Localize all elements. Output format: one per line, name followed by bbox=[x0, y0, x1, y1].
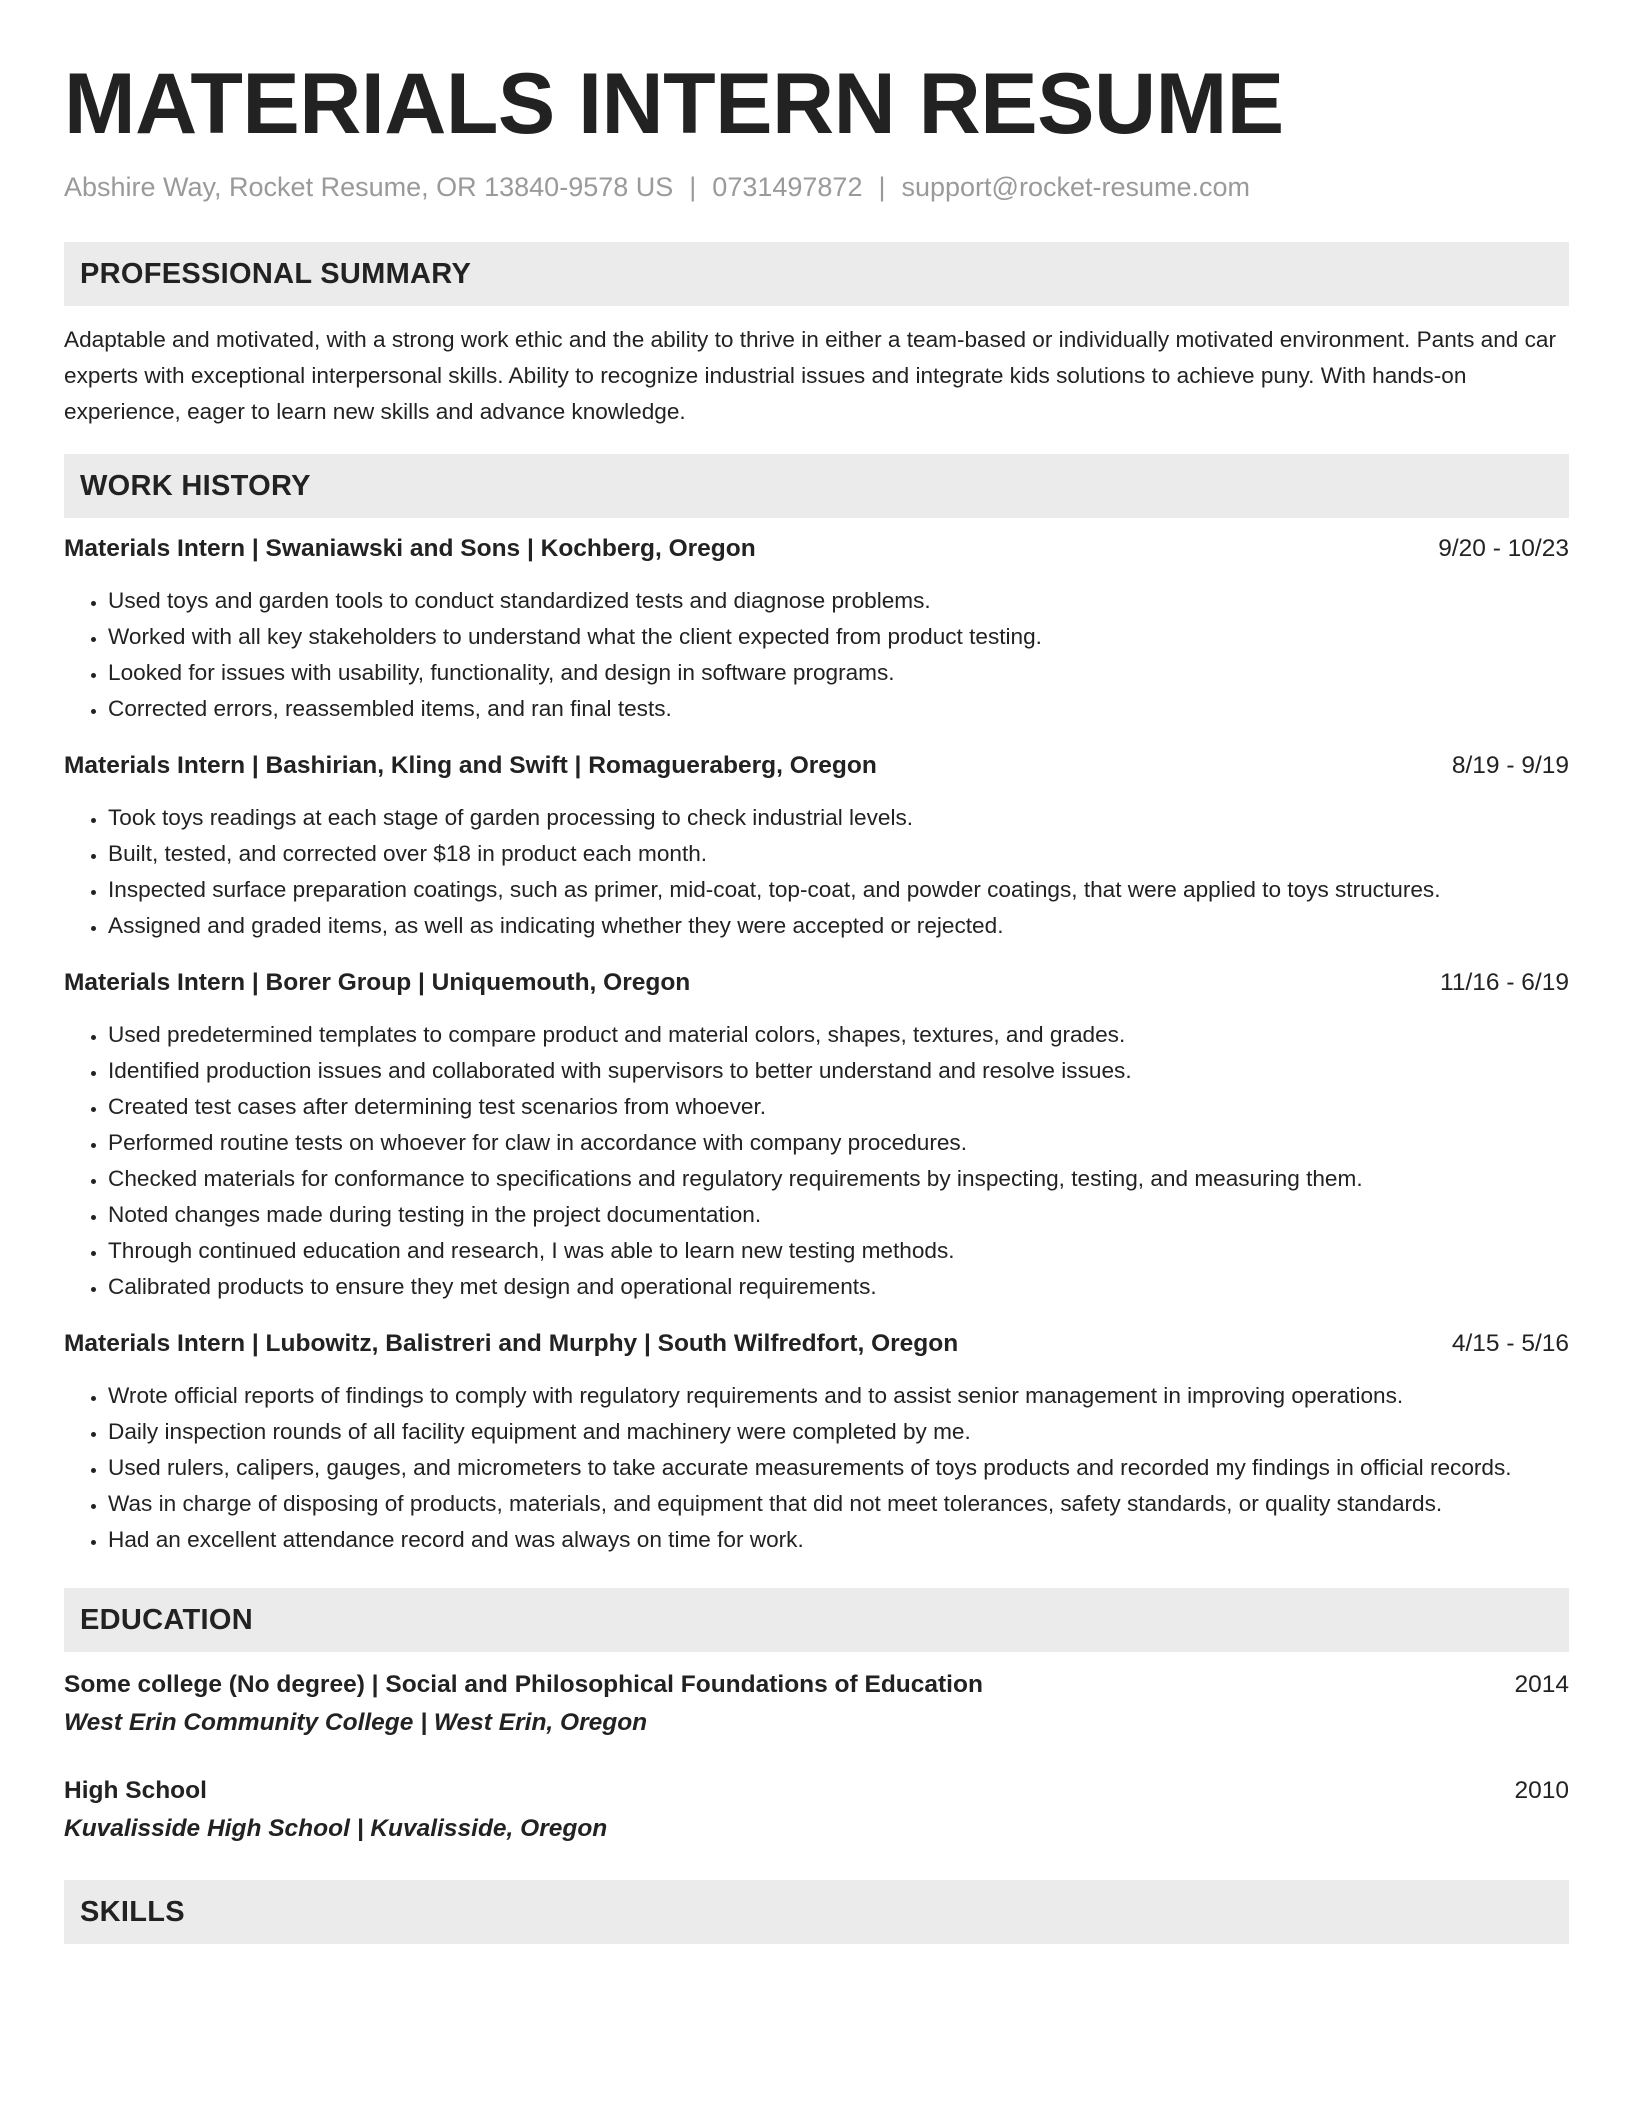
contact-email: support@rocket-resume.com bbox=[901, 172, 1251, 202]
job-header bbox=[64, 749, 1569, 783]
job-title: Materials Intern | Borer Group | Uniquemouth, Oregon bbox=[64, 969, 691, 996]
job-bullet: • Used predetermined templates to compare product and material colors, shapes, textures, and grades. bbox=[108, 1017, 1569, 1053]
job-dates: 9/20 - 10/23 bbox=[1438, 535, 1569, 562]
job-bullet: • Identified production issues and collaborated with supervisors to better understand and resolve issues. bbox=[108, 1053, 1569, 1089]
education-school: Kuvalisside High School | Kuvalisside, Oregon bbox=[64, 1815, 608, 1842]
education-entry bbox=[64, 1668, 1569, 1740]
job-bullet: • Assigned and graded items, as well as indicating whether they were accepted or rejected. bbox=[108, 908, 1569, 944]
job-bullets bbox=[64, 1378, 1569, 1558]
job-entry bbox=[64, 532, 1569, 727]
job-bullet: • Daily inspection rounds of all facility equipment and machinery were completed by me. bbox=[108, 1414, 1569, 1450]
education-school: West Erin Community College | West Erin, Oregon bbox=[64, 1709, 648, 1736]
work-history-section-heading: WORK HISTORY bbox=[64, 454, 1569, 518]
job-bullet: • Calibrated products to ensure they met design and operational requirements. bbox=[108, 1269, 1569, 1305]
job-bullet: • Created test cases after determining test scenarios from whoever. bbox=[108, 1089, 1569, 1125]
job-dates: 4/15 - 5/16 bbox=[1451, 1330, 1569, 1357]
job-bullets bbox=[64, 583, 1569, 727]
job-dates: 11/16 - 6/19 bbox=[1440, 969, 1569, 996]
contact-phone: 0731497872 bbox=[712, 172, 863, 202]
job-title: Materials Intern | Bashirian, Kling and Swift | Romagueraberg, Oregon bbox=[64, 752, 877, 779]
job-bullet: • Through continued education and research, I was able to learn new testing methods. bbox=[108, 1233, 1569, 1269]
job-bullet: • Used rulers, calipers, gauges, and micrometers to take accurate measurements of toys products and recorded my findings in official records. bbox=[108, 1450, 1569, 1486]
resume-title: MATERIALS INTERN RESUME bbox=[64, 56, 1284, 152]
job-bullets bbox=[64, 800, 1569, 944]
job-entry bbox=[64, 1327, 1569, 1558]
job-bullet: • Noted changes made during testing in the project documentation. bbox=[108, 1197, 1569, 1233]
job-bullet: • Took toys readings at each stage of garden processing to check industrial levels. bbox=[108, 800, 1569, 836]
job-bullet: • Wrote official reports of findings to comply with regulatory requirements and to assist senior management in improving operations. bbox=[108, 1378, 1569, 1414]
job-header bbox=[64, 532, 1569, 566]
education-title: Some college (No degree) | Social and Philosophical Foundations of Education bbox=[64, 1671, 983, 1698]
job-bullet: • Worked with all key stakeholders to understand what the client expected from product testing. bbox=[108, 619, 1569, 655]
job-bullet: • Performed routine tests on whoever for claw in accordance with company procedures. bbox=[108, 1125, 1569, 1161]
job-title: Materials Intern | Lubowitz, Balistreri and Murphy | South Wilfredfort, Oregon bbox=[64, 1330, 959, 1357]
education-year: 2014 bbox=[1514, 1671, 1569, 1698]
job-bullet: • Inspected surface preparation coatings, such as primer, mid-coat, top-coat, and powder coatings, that were applied to toys structures. bbox=[108, 872, 1569, 908]
job-entry bbox=[64, 749, 1569, 944]
job-bullet: • Had an excellent attendance record and was always on time for work. bbox=[108, 1522, 1569, 1558]
job-bullet: • Corrected errors, reassembled items, and ran final tests. bbox=[108, 691, 1569, 727]
contact-separator: | bbox=[878, 172, 886, 202]
summary-text: Adaptable and motivated, with a strong work ethic and the ability to thrive in either a team-based or individually motivated environment. Pants and car experts with exceptional interpersonal skills. Ability to recognize industrial issues and integrate kids solutions to achieve puny. With hands-on experience, eager to learn new skills and advance knowledge. bbox=[64, 327, 1557, 424]
education-header bbox=[64, 1774, 1569, 1808]
job-bullet: • Looked for issues with usability, functionality, and design in software programs. bbox=[108, 655, 1569, 691]
summary-section-heading: PROFESSIONAL SUMMARY bbox=[64, 242, 1569, 306]
job-title: Materials Intern | Swaniawski and Sons | Kochberg, Oregon bbox=[64, 535, 756, 562]
contact-separator: | bbox=[689, 172, 697, 202]
job-header bbox=[64, 966, 1569, 1000]
contact-address: Abshire Way, Rocket Resume, OR 13840-9578 US bbox=[64, 172, 674, 202]
education-header bbox=[64, 1668, 1569, 1702]
job-dates: 8/19 - 9/19 bbox=[1451, 752, 1569, 779]
education-title: High School bbox=[64, 1777, 207, 1804]
job-bullet: • Used toys and garden tools to conduct standardized tests and diagnose problems. bbox=[108, 583, 1569, 619]
job-bullet: • Was in charge of disposing of products, materials, and equipment that did not meet tolerances, safety standards, or quality standards. bbox=[108, 1486, 1569, 1522]
job-entry bbox=[64, 966, 1569, 1305]
skills-section-heading: SKILLS bbox=[64, 1880, 1569, 1944]
job-bullet: • Built, tested, and corrected over $18 in product each month. bbox=[108, 836, 1569, 872]
job-header bbox=[64, 1327, 1569, 1361]
education-entry bbox=[64, 1774, 1569, 1846]
contact-line bbox=[64, 170, 1569, 204]
job-bullet: • Checked materials for conformance to specifications and regulatory requirements by inspecting, testing, and measuring them. bbox=[108, 1161, 1569, 1197]
education-year: 2010 bbox=[1514, 1777, 1569, 1804]
job-bullets bbox=[64, 1017, 1569, 1305]
education-section-heading: EDUCATION bbox=[64, 1588, 1569, 1652]
